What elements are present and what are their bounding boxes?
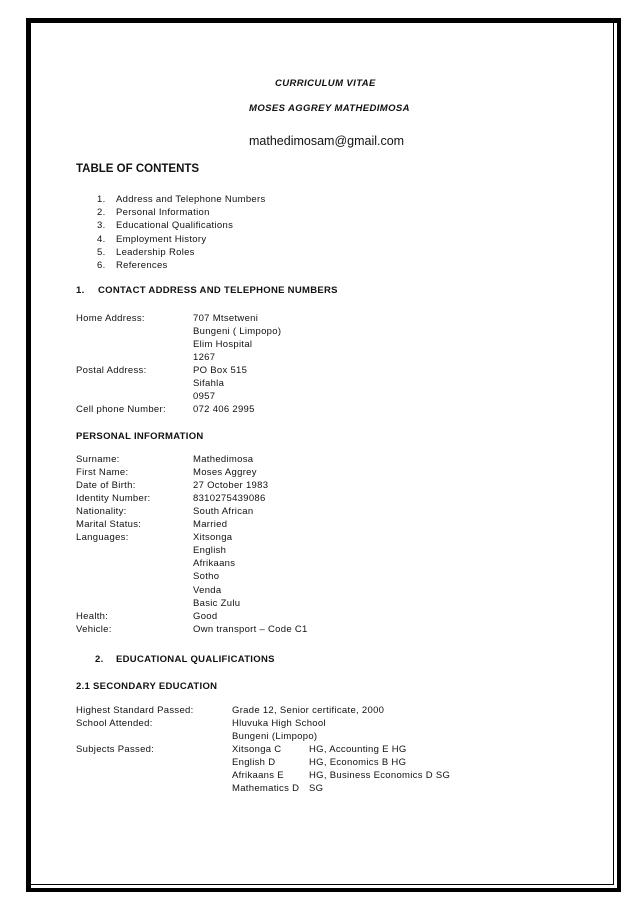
toc-item-label: References xyxy=(116,260,168,271)
contact-field-value: 072 406 2995 xyxy=(193,403,255,415)
cv-title: CURRICULUM VITAE xyxy=(275,78,376,89)
personal-field-value: Venda xyxy=(193,584,222,596)
contact-field-value: Sifahla xyxy=(193,377,225,389)
contact-field-value: Bungeni ( Limpopo) xyxy=(193,325,282,337)
contact-field-label: Cell phone Number: xyxy=(76,403,166,415)
personal-field-label: Identity Number: xyxy=(76,493,151,505)
toc-item-number: 6. xyxy=(97,260,106,271)
personal-field-label: First Name: xyxy=(76,467,129,479)
education-field-value: Bungeni (Limpopo) xyxy=(232,731,318,742)
personal-field-value: Married xyxy=(193,519,228,531)
personal-field-value: Sotho xyxy=(193,571,220,583)
page-border-inner xyxy=(29,21,614,885)
subject-name: Mathematics D xyxy=(232,783,300,794)
toc-item-label: Address and Telephone Numbers xyxy=(116,194,266,205)
subjects-label: Subjects Passed: xyxy=(76,744,155,755)
cv-email: mathedimosam@gmail.com xyxy=(249,134,405,148)
contact-field-value: Elim Hospital xyxy=(193,338,253,350)
subject-name: English D xyxy=(232,757,276,768)
education-section-heading: EDUCATIONAL QUALIFICATIONS xyxy=(116,654,275,665)
contact-section-number: 1. xyxy=(76,285,85,296)
contact-section-heading: CONTACT ADDRESS AND TELEPHONE NUMBERS xyxy=(98,285,338,296)
toc-item-label: Personal Information xyxy=(116,207,210,219)
personal-field-value: Basic Zulu xyxy=(193,597,241,609)
contact-field-value: 707 Mtsetweni xyxy=(193,313,259,324)
personal-field-value: Own transport – Code C1 xyxy=(193,623,308,635)
contact-field-value: 1267 xyxy=(193,351,216,363)
personal-field-value: English xyxy=(193,545,227,557)
toc-item-number: 3. xyxy=(97,220,106,232)
subject-grade: HG, Economics B HG xyxy=(309,757,407,768)
cv-name: MOSES AGGREY MATHEDIMOSA xyxy=(249,103,410,114)
secondary-education-heading: 2.1 SECONDARY EDUCATION xyxy=(76,681,218,692)
personal-section-heading: PERSONAL INFORMATION xyxy=(76,431,204,442)
subject-name: Xitsonga C xyxy=(232,744,282,755)
toc-title: TABLE OF CONTENTS xyxy=(76,163,200,175)
toc-item-number: 5. xyxy=(97,246,106,258)
toc-item-label: Educational Qualifications xyxy=(116,220,234,232)
personal-field-label: Health: xyxy=(76,610,109,622)
personal-field-label: Date of Birth: xyxy=(76,480,136,492)
toc-item-number: 1. xyxy=(97,194,106,205)
personal-field-value: Xitsonga xyxy=(193,532,233,544)
contact-field-value: 0957 xyxy=(193,390,216,402)
personal-field-value: South African xyxy=(193,506,254,518)
education-field-label: Highest Standard Passed: xyxy=(76,705,194,716)
personal-field-value: Moses Aggrey xyxy=(193,467,257,479)
subject-grade: SG xyxy=(309,783,324,794)
contact-field-label: Postal Address: xyxy=(76,364,147,376)
personal-field-value: Mathedimosa xyxy=(193,454,254,465)
personal-field-value: 8310275439086 xyxy=(193,493,266,505)
education-section-number: 2. xyxy=(95,654,104,665)
personal-field-label: Nationality: xyxy=(76,506,127,518)
personal-field-value: 27 October 1983 xyxy=(193,480,269,492)
personal-field-label: Marital Status: xyxy=(76,519,142,531)
personal-field-label: Vehicle: xyxy=(76,623,112,635)
toc-item-label: Leadership Roles xyxy=(116,246,195,258)
toc-item-number: 2. xyxy=(97,207,106,219)
contact-field-value: PO Box 515 xyxy=(193,364,248,376)
personal-field-value: Afrikaans xyxy=(193,558,236,570)
toc-item-label: Employment History xyxy=(116,233,207,245)
personal-field-value: Good xyxy=(193,610,218,622)
contact-field-label: Home Address: xyxy=(76,313,145,324)
toc-item-number: 4. xyxy=(97,233,106,245)
personal-field-label: Languages: xyxy=(76,532,129,544)
education-field-value: Hluvuka High School xyxy=(232,718,326,729)
subject-name: Afrikaans E xyxy=(232,770,284,781)
subject-grade: HG, Business Economics D SG xyxy=(309,770,451,781)
subject-grade: HG, Accounting E HG xyxy=(309,744,407,755)
education-field-label: School Attended: xyxy=(76,718,153,729)
personal-field-label: Surname: xyxy=(76,454,120,465)
education-field-value: Grade 12, Senior certificate, 2000 xyxy=(232,705,385,716)
